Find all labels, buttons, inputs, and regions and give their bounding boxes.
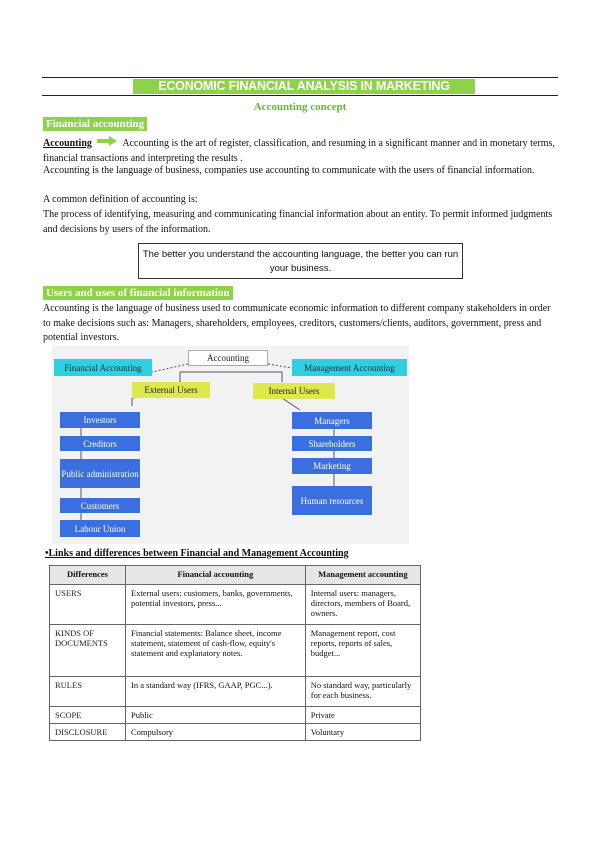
node-management-accounting: Management Accounting [292,359,407,376]
table-header: Management accounting [305,566,420,585]
table-cell: Private [305,707,420,724]
arrow-right-icon [96,135,118,147]
differences-table [49,565,421,741]
table-cell-key: DISCLOSURE [50,724,126,741]
paragraph-common-definition: A common definition of accounting is: [43,194,198,205]
page-banner: ECONOMIC FINANCIAL ANALYSIS IN MARKETING [133,79,475,94]
table-cell: External users: customers, banks, governments, potential investors, press... [126,585,306,625]
top-rule [42,77,558,78]
table-title [45,548,349,559]
node-accounting: Accounting [188,350,268,366]
table-header: Differences [50,566,126,585]
node-shareholders: Shareholders [292,436,372,451]
paragraph-users: Accounting is the language of business used to communicate economic information to different company stakeholders in order to make decisions such as: Managers, shareholders, employees, creditors, customers/clients, auditors, government, press and potential investors. [43,303,551,343]
node-investors: Investors [60,412,140,428]
table-cell: Internal users: managers, directors, members of Board, owners. [305,585,420,625]
table-row [50,724,421,741]
table-header: Financial accounting [126,566,306,585]
table-header-row [50,566,421,585]
table-cell: In a standard way (IFRS, GAAP, PGC...). [126,677,306,707]
page-subtitle: Accounting concept [253,101,347,113]
section-heading-users: Users and uses of financial information [43,286,233,300]
node-creditors: Creditors [60,436,140,451]
quote-box: The better you understand the accounting language, the better you can run your business. [138,243,463,279]
accounting-definition-text: Accounting is the art of register, classification, and resuming in a significant manner and in monetary terms, financial transactions and interpreting the results . [43,138,555,164]
paragraph-process: The process of identifying, measuring and communicating financial information about an entity. To permit informed judgments and decisions by users of the information. [43,209,553,235]
node-human-resources: Human resources [292,486,372,515]
table-title-text: Links and differences between Financial and Management Accounting [48,548,349,559]
table-row [50,625,421,677]
table-row [50,677,421,707]
table-row [50,585,421,625]
table-cell: Public [126,707,306,724]
node-financial-accounting: Financial Accounting [54,359,152,376]
table-cell: No standard way, particularly for each business. [305,677,420,707]
table-row [50,707,421,724]
accounting-users-diagram [52,346,409,544]
section-heading-financial-accounting: Financial accounting [43,117,147,131]
table-cell: Voluntary [305,724,420,741]
paragraph-language: Accounting is the language of business, companies use accounting to communicate with the users of financial information. [43,165,535,176]
node-labour-union: Labour Union [60,520,140,537]
node-public-administration: Public administration [60,459,140,488]
accounting-definition [43,135,557,166]
table-cell-key: SCOPE [50,707,126,724]
table-cell: Financial statements: Balance sheet, income statement, statement of cash-flow, equity's statement and explanatory notes. [126,625,306,677]
node-managers: Managers [292,412,372,429]
bullet-icon: • [45,548,49,559]
table-cell: Management report, cost reports, reports of sales, budget... [305,625,420,677]
node-marketing: Marketing [292,458,372,474]
banner-rule [42,95,558,96]
table-cell-key: RULES [50,677,126,707]
table-cell-key: KINDS OF DOCUMENTS [50,625,126,677]
table-cell: Compulsory [126,724,306,741]
node-external-users: External Users [132,382,210,398]
node-internal-users: Internal Users [253,383,335,399]
table-cell-key: USERS [50,585,126,625]
accounting-term: Accounting [43,138,92,149]
node-customers: Customers [60,498,140,513]
